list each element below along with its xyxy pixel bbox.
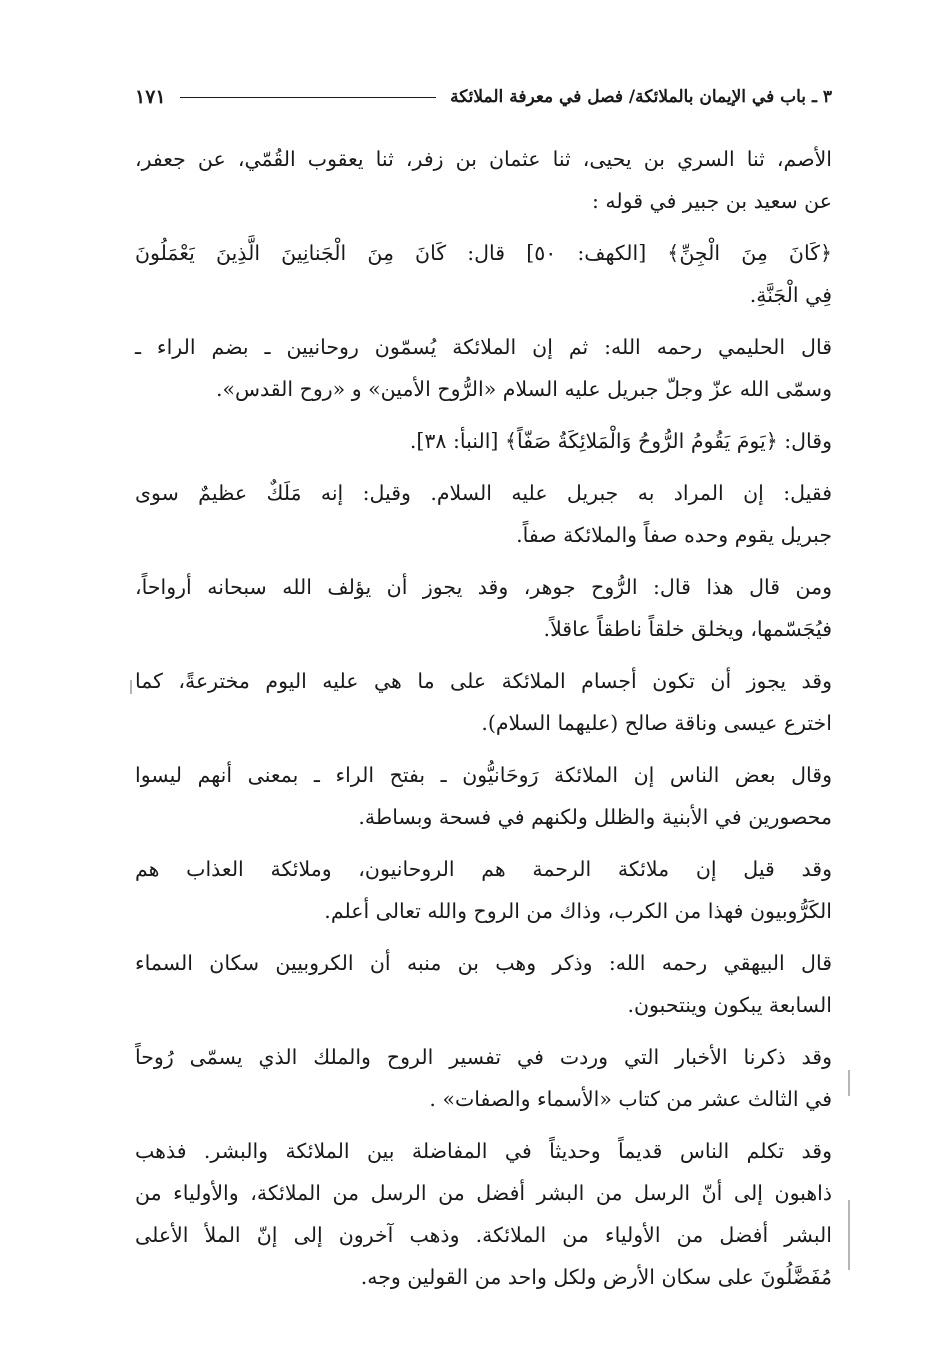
text-line: فِي الْجَنَّةِ. — [749, 283, 832, 307]
text-line: ومن قال هذا قال: الرُّوح جوهر، وقد يجوز أن يؤلف الله سبحانه أرواحاً، — [135, 575, 832, 599]
paragraph — [135, 326, 832, 410]
paragraph — [135, 138, 832, 222]
text-line: في الثالث عشر من كتاب «الأسماء والصفات» . — [429, 1087, 832, 1111]
paragraph — [135, 660, 832, 744]
chapter-title: ٣ ـ باب في الإيمان بالملائكة/ فصل في معرفة الملائكة — [450, 87, 832, 107]
paragraph — [135, 942, 832, 1026]
text-line: ﴿كَانَ مِنَ الْجِنِّ﴾ [الكهف: ٥٠] قال: كَانَ مِنَ الْجَنانِينَ الَّذِينَ يَعْمَلُونَ — [135, 241, 832, 265]
paragraph — [135, 754, 832, 838]
scan-mark — [848, 1070, 850, 1096]
paragraph — [135, 566, 832, 650]
text-line: وقد يجوز أن تكون أجسام الملائكة على ما هي عليه اليوم مخترعةً، كما — [135, 669, 832, 693]
text-line: وقال: ﴿يَومَ يَقُومُ الرُّوحُ وَالْمَلائِكَةُ صَفّاً﴾ [النبأ: ٣٨]. — [409, 429, 832, 453]
paragraph — [135, 1036, 832, 1120]
text-line: قال الحليمي رحمه الله: ثم إن الملائكة يُسمّون روحانيين ـ بضم الراء ـ — [135, 335, 832, 359]
paragraph — [135, 1130, 832, 1298]
text-line: فيُجَسّمها، ويخلق خلقاً ناطقاً عاقلاً. — [543, 617, 832, 641]
paragraph — [135, 472, 832, 556]
text-line: اخترع عيسى وناقة صالح (عليهما السلام). — [481, 711, 832, 735]
text-line: وقد ذكرنا الأخبار التي وردت في تفسير الروح والملك الذي يسمّى رُوحاً — [135, 1045, 832, 1069]
page-number: ١٧١ — [135, 86, 166, 108]
header-rule — [180, 97, 437, 98]
text-line: الكَرُّوبيون فهذا من الكرب، وذاك من الروح والله تعالى أعلم. — [324, 899, 832, 923]
scan-mark — [848, 1200, 850, 1270]
text-line: جبريل يقوم وحده صفاً والملائكة صفاً. — [516, 523, 832, 547]
text-line: السابعة يبكون وينتحبون. — [627, 993, 832, 1017]
scan-mark — [130, 680, 132, 694]
text-line: فقيل: إن المراد به جبريل عليه السلام. وقيل: إنه مَلَكٌ عظيمٌ سوى — [135, 481, 832, 505]
text-line: وقد تكلم الناس قديماً وحديثاً في المفاضلة بين الملائكة والبشر. فذهب — [135, 1139, 832, 1163]
running-header — [135, 80, 832, 114]
paragraph — [135, 848, 832, 932]
text-line: قال البيهقي رحمه الله: وذكر وهب بن منبه أن الكروبيين سكان السماء — [135, 951, 832, 975]
text-line: وسمّى الله عزّ وجلّ جبريل عليه السلام «الرُّوح الأمين» و «روح القدس». — [215, 377, 832, 401]
paragraph — [135, 232, 832, 316]
text-line: وقد قيل إن ملائكة الرحمة هم الروحانيون، وملائكة العذاب هم — [135, 857, 832, 881]
text-line: البشر أفضل من الأولياء من الملائكة. وذهب آخرون إلى إنّ الملأ الأعلى — [135, 1223, 832, 1247]
text-line: ذاهبون إلى أنّ الرسل من البشر أفضل من الرسل من الملائكة، والأولياء من — [135, 1181, 832, 1205]
page-body — [135, 138, 832, 1308]
text-line: محصورين في الأبنية والظلل ولكنهم في فسحة وبساطة. — [358, 805, 832, 829]
paragraph — [135, 420, 832, 462]
text-line: عن سعيد بن جبير في قوله : — [591, 189, 832, 213]
text-line: مُفَضَّلُونَ على سكان الأرض ولكل واحد من القولين وجه. — [360, 1265, 832, 1289]
text-line: الأصم، ثنا السري بن يحيى، ثنا عثمان بن زفر، ثنا يعقوب القُمّي، عن جعفر، — [135, 147, 832, 171]
text-line: وقال بعض الناس إن الملائكة رَوحَانيُّون ـ بفتح الراء ـ بمعنى أنهم ليسوا — [135, 763, 832, 787]
